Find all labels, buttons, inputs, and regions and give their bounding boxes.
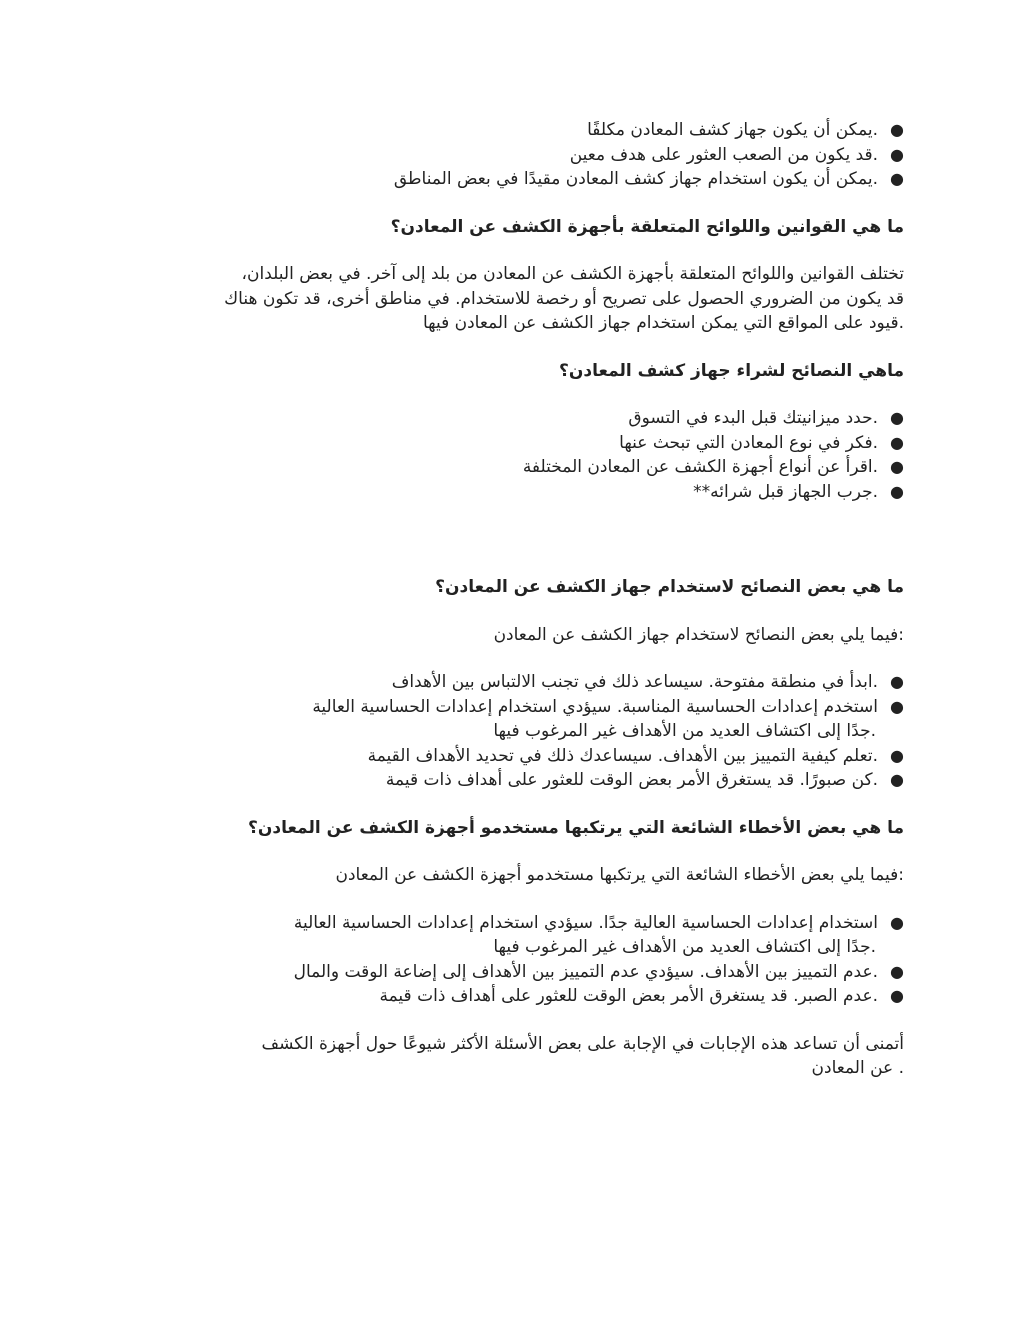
list-item	[120, 744, 904, 769]
list-item-text: .عدم التمييز بين الأهداف. سيؤدي عدم التمييز بين الأهداف إلى إضاعة الوقت والمال	[293, 961, 879, 982]
list-item-text: استخدام إعدادات الحساسية العالية جدًا. سيؤدي استخدام إعدادات الحساسية العالية	[293, 912, 879, 933]
buying-heading: ماهي النصائح لشراء جهاز كشف المعادن؟	[559, 360, 904, 381]
list-item-text: .تعلم كيفية التمييز بين الأهداف. سيساعدك ذلك في تحديد الأهداف القيمة	[367, 745, 879, 766]
list-item-text: .قد يكون من الصعب العثور على هدف معين	[569, 144, 879, 165]
document-body	[120, 118, 904, 1081]
laws-line-1: تختلف القوانين واللوائح المتعلقة بأجهزة الكشف عن المعادن من بلد إلى آخر. في بعض البلدان،	[241, 264, 904, 284]
list-item	[120, 118, 904, 143]
list-item	[120, 143, 904, 168]
bullet-icon: ●	[890, 912, 904, 932]
list-item-text: .حدد ميزانيتك قبل البدء في التسوق	[628, 408, 879, 428]
list-item-text: .جرب الجهاز قبل شرائه**	[693, 481, 879, 502]
list-item-text: .ابدأ في منطقة مفتوحة. سيساعد ذلك في تجنب الالتباس بين الأهداف	[391, 672, 879, 692]
bullet-icon: ●	[890, 432, 904, 452]
list-item	[120, 431, 904, 456]
closing-line-2: . عن المعادن	[811, 1058, 904, 1078]
list-item	[120, 984, 904, 1009]
mistakes-intro: :فيما يلي بعض الأخطاء الشائعة التي يرتكبها مستخدمو أجهزة الكشف عن المعادن	[335, 865, 904, 885]
list-item	[120, 911, 904, 960]
bullet-icon: ●	[890, 745, 904, 765]
bullet-icon: ●	[890, 961, 904, 981]
mistakes-list	[120, 911, 904, 1009]
laws-line-3: .قيود على المواقع التي يمكن استخدام جهاز الكشف عن المعادن فيها	[422, 313, 904, 333]
bullet-icon: ●	[890, 672, 904, 691]
usage-heading: ما هي بعض النصائح لاستخدام جهاز الكشف عن المعادن؟	[435, 577, 904, 597]
list-item	[120, 167, 904, 192]
bullet-icon: ●	[890, 169, 904, 188]
list-item-text-cont: .جدًا إلى اكتشاف العديد من الأهداف غير المرغوب فيها	[493, 937, 876, 957]
bullet-icon: ●	[890, 770, 904, 789]
bullet-icon: ●	[890, 481, 904, 501]
list-item-text: .فكر في نوع المعادن التي تبحث عنها	[619, 432, 879, 453]
list-item	[120, 406, 904, 431]
list-item	[120, 670, 904, 695]
bullet-icon: ●	[890, 696, 904, 716]
buying-list	[120, 406, 904, 504]
bullet-icon: ●	[890, 408, 904, 427]
laws-heading: ما هي القوانين واللوائح المتعلقة بأجهزة الكشف عن المعادن؟	[390, 216, 904, 237]
usage-intro: :فيما يلي بعض النصائح لاستخدام جهاز الكشف عن المعادن	[493, 624, 904, 645]
list-item-text: .يمكن أن يكون جهاز كشف المعادن مكلفًا	[587, 120, 879, 140]
list-item-text: استخدم إعدادات الحساسية المناسبة. سيؤدي استخدام إعدادات الحساسية العالية	[312, 696, 879, 717]
list-item-text-cont: .جدًا إلى اكتشاف العديد من الأهداف غير المرغوب فيها	[493, 721, 876, 741]
intro-list	[120, 118, 904, 192]
list-item-text: .عدم الصبر. قد يستغرق الأمر بعض الوقت للعثور على أهداف ذات قيمة	[379, 986, 879, 1006]
closing-paragraph	[120, 1032, 904, 1081]
bullet-icon: ●	[890, 144, 904, 164]
list-item	[120, 695, 904, 744]
bullet-icon: ●	[890, 986, 904, 1005]
bullet-icon: ●	[890, 120, 904, 139]
usage-list	[120, 670, 904, 793]
list-item-text: .كن صبورًا. قد يستغرق الأمر بعض الوقت للعثور على أهداف ذات قيمة	[385, 770, 879, 790]
laws-line-2: قد يكون من الضروري الحصول على تصريح أو رخصة للاستخدام. في مناطق أخرى، قد تكون هناك	[224, 288, 904, 309]
bullet-icon: ●	[890, 457, 904, 476]
list-item-text: .يمكن أن يكون استخدام جهاز كشف المعادن مقيدًا في بعض المناطق	[393, 169, 879, 189]
list-item	[120, 455, 904, 480]
list-item	[120, 480, 904, 505]
laws-paragraph	[120, 262, 904, 336]
mistakes-heading: ما هي بعض الأخطاء الشائعة التي يرتكبها مستخدمو أجهزة الكشف عن المعادن؟	[247, 817, 904, 838]
list-item-text: .اقرأ عن أنواع أجهزة الكشف عن المعادن المختلفة	[522, 457, 879, 477]
closing-line-1: أتمنى أن تساعد هذه الإجابات في الإجابة على بعض الأسئلة الأكثر شيوعًا حول أجهزة الكشف	[261, 1033, 904, 1054]
list-item	[120, 768, 904, 793]
list-item	[120, 960, 904, 985]
